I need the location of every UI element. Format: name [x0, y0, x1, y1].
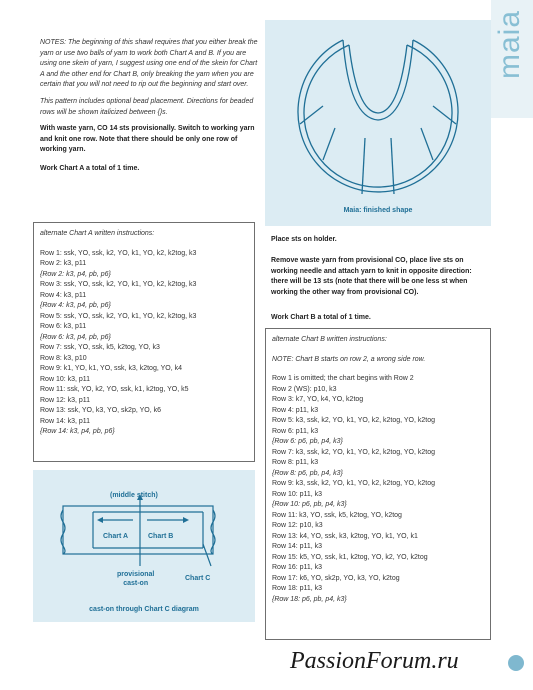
- chart-a-header: alternate Chart A written instructions:: [40, 230, 155, 237]
- chart-b-row: Row 1 is omitted; the chart begins with Row 2: [272, 375, 414, 382]
- chart-a-row: Row 7: ssk, YO, ssk, k5, k2tog, YO, k3: [40, 344, 160, 351]
- notes-paragraph-1: NOTES: The beginning of this shawl requires that you either break the yarn or use two balls of yarn to work both Chart A and B. If you are using one skein of yarn, I suggest using one end of the skein for Chart A and the other end for Chart B, only breaking the yarn when you are certain that you will not need to rip out the beginning and start over.: [40, 39, 258, 89]
- chart-a-row: {Row 4: k3, p4, pb, p6}: [40, 302, 111, 309]
- middle-stitch-label: (middle stitch): [110, 492, 158, 499]
- chart-b-row: {Row 8: p6, pb, p4, k3}: [272, 469, 343, 477]
- work-chart-b-instruction: Work Chart B a total of 1 time.: [271, 314, 371, 321]
- chart-b-row: Row 14: p11, k3: [272, 543, 323, 550]
- cast-on-diagram-caption: cast-on through Chart C diagram: [89, 606, 199, 613]
- chart-a-row: Row 5: ssk, YO, ssk, k2, YO, k1, YO, k2, k2tog, k3: [40, 312, 197, 320]
- work-chart-a-instruction: Work Chart A a total of 1 time.: [40, 164, 140, 172]
- notes-paragraph-2: This pattern includes optional bead placement. Directions for beaded rows will be shown italicized between {}s.: [40, 97, 254, 116]
- chart-b-row: Row 5: k3, ssk, k2, YO, k1, YO, k2, k2tog, YO, k2tog: [272, 417, 436, 424]
- chart-a-written-box: [33, 222, 255, 462]
- provisional-label-line2: cast-on: [123, 580, 149, 587]
- chart-b-row: Row 4: p11, k3: [272, 406, 319, 414]
- chart-b-row: Row 17: k6, YO, sk2p, YO, k3, YO, k2tog: [272, 574, 400, 582]
- chart-a-row: Row 11: ssk, YO, k2, YO, ssk, k1, k2tog, YO, k5: [40, 386, 189, 393]
- chart-a-row: {Row 6: k3, p4, pb, p6}: [40, 333, 111, 341]
- chart-b-row: Row 11: k3, YO, ssk, k5, k2tog, YO, k2tog: [272, 511, 402, 519]
- watermark-text: PassionForum.ru: [290, 648, 459, 674]
- finished-shape-caption: Maia: finished shape: [343, 207, 413, 214]
- finished-shape-diagram: [265, 20, 491, 226]
- chart-b-row: Row 7: k3, ssk, k2, YO, k1, YO, k2, k2tog, YO, k2tog: [272, 448, 436, 456]
- diagram-chart-b-label: Chart B: [148, 533, 174, 540]
- chart-a-row: Row 6: k3, p11: [40, 323, 87, 330]
- chart-b-row: {Row 18: p6, pb, p4, k3}: [272, 595, 347, 603]
- chart-a-row: Row 9: k1, YO, k1, YO, ssk, k3, k2tog, YO, k4: [40, 365, 183, 372]
- watermark-footer: [290, 648, 526, 682]
- chart-b-row: {Row 10: p6, pb, p4, k3}: [272, 501, 347, 508]
- chart-b-note: NOTE: Chart B starts on row 2, a wrong side row.: [272, 355, 426, 363]
- chart-b-row: Row 12: p10, k3: [272, 522, 323, 529]
- chart-b-row: Row 13: k4, YO, ssk, k3, k2tog, YO, k1, YO, k1: [272, 532, 418, 540]
- chart-b-header: alternate Chart B written instructions:: [272, 336, 387, 343]
- chart-a-row: Row 13: ssk, YO, k3, YO, sk2p, YO, k6: [40, 407, 161, 414]
- chart-b-row: Row 6: p11, k3: [272, 427, 319, 435]
- chart-b-row: {Row 6: p6, pb, p4, k3}: [272, 438, 343, 445]
- diagram-chart-c-label: Chart C: [185, 575, 211, 582]
- chart-a-row: Row 3: ssk, YO, ssk, k2, YO, k1, YO, k2, k2tog, k3: [40, 281, 197, 288]
- chart-a-row: {Row 2: k3, p4, pb, p6}: [40, 270, 111, 278]
- chart-a-row: Row 1: ssk, YO, ssk, k2, YO, k1, YO, k2, k2tog, k3: [40, 249, 197, 257]
- cast-on-instruction: With waste yarn, CO 14 sts provisionally. Switch to working yarn and knit one row. Note that there should be only one row of working yarn.: [40, 125, 255, 154]
- provisional-label: [117, 570, 154, 588]
- chart-b-row: Row 3: k7, YO, k4, YO, k2tog: [272, 396, 364, 403]
- provisional-label-line1: provisional: [117, 571, 155, 578]
- side-tab-label: maia: [493, 10, 526, 80]
- chart-b-row: Row 2 (WS): p10, k3: [272, 385, 337, 393]
- page-number-dot: [508, 655, 524, 671]
- chart-b-row: Row 16: p11, k3: [272, 564, 323, 571]
- chart-a-row: Row 4: k3, p11: [40, 291, 87, 299]
- chart-b-row: Row 8: p11, k3: [272, 459, 319, 466]
- diagram-chart-a-label: Chart A: [103, 533, 129, 540]
- remove-waste-yarn-instruction: Remove waste yarn from provisional CO, place live sts on working needle and attach yarn to knit in opposite direction: there will be 13 sts (note that there will be one less st when working the other way from provisional CO).: [271, 257, 472, 296]
- chart-b-row: Row 10: p11, k3: [272, 490, 323, 498]
- chart-b-written-box: [265, 328, 491, 640]
- chart-a-row: Row 2: k3, p11: [40, 260, 87, 267]
- chart-b-row: Row 18: p11, k3: [272, 585, 323, 592]
- notes-block: [40, 38, 262, 180]
- chart-a-row: Row 8: k3, p10: [40, 354, 87, 362]
- chart-a-row: Row 12: k3, p11: [40, 396, 91, 404]
- chart-a-row: Row 10: k3, p11: [40, 375, 91, 383]
- chart-b-row: Row 15: k5, YO, ssk, k1, k2tog, YO, k2, YO, k2tog: [272, 553, 428, 561]
- chart-a-row: {Row 14: k3, p4, pb, p6}: [40, 428, 115, 435]
- chart-a-row: Row 14: k3, p11: [40, 417, 91, 425]
- chart-b-row: Row 9: k3, ssk, k2, YO, k1, YO, k2, k2tog, YO, k2tog: [272, 480, 436, 487]
- place-sts-instruction: Place sts on holder.: [271, 236, 337, 243]
